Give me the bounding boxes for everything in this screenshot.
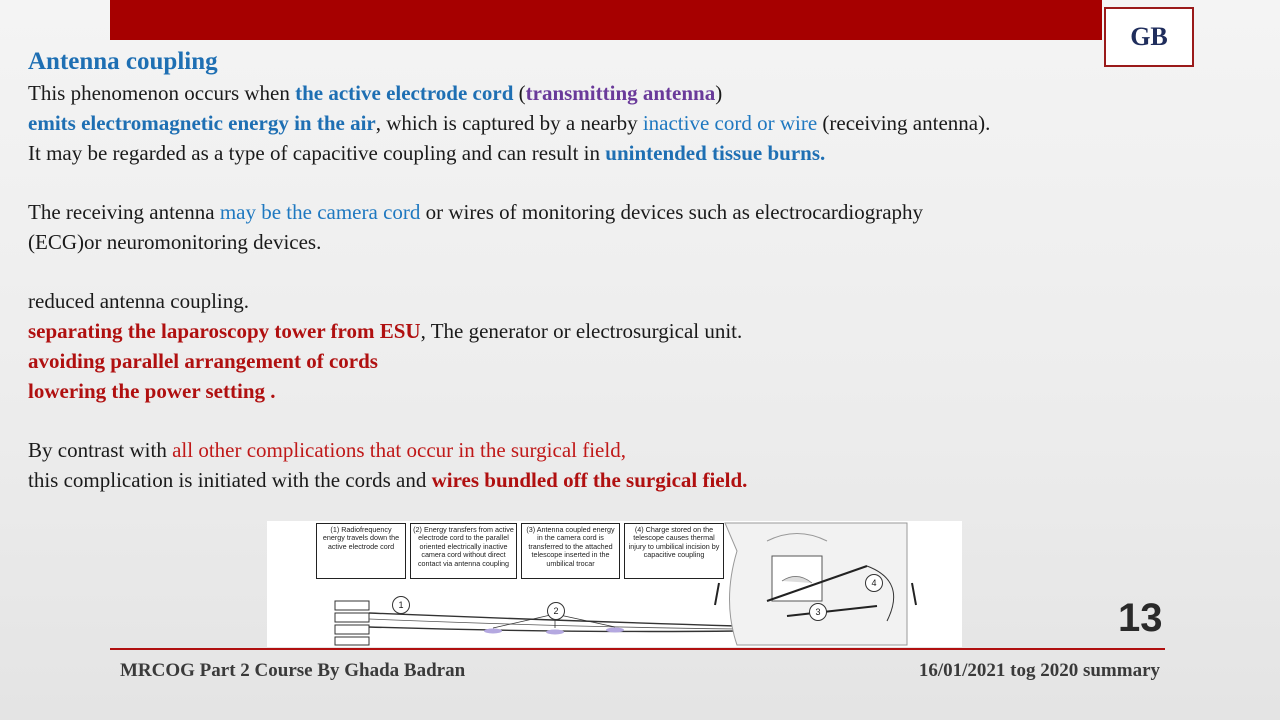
page-number: 13 xyxy=(1118,596,1163,640)
figure-step-1: (1) Radiofrequency energy travels down the active electrode cord xyxy=(316,523,406,579)
cord-illustration xyxy=(267,521,962,647)
figure-step-3: (3) Antenna coupled energy in the camera cord is transferred to the attached telescope inserted in the umbilical trocar xyxy=(521,523,620,579)
energy-blob-icon xyxy=(546,630,564,635)
text-segment: or wires of monitoring devices such as electrocardiography xyxy=(420,200,924,224)
para2-line2: (ECG)or neuromonitoring devices. xyxy=(28,230,322,254)
highlight-active-cord: the active electrode cord xyxy=(295,81,514,105)
text-segment: The receiving antenna xyxy=(28,200,220,224)
energy-blob-icon xyxy=(606,628,624,633)
text-segment: (receiving antenna). xyxy=(817,111,991,135)
text-segment: , which is captured by a nearby xyxy=(375,111,643,135)
highlight-separating: separating the laparoscopy tower from ESU xyxy=(28,319,421,343)
para1-line3 xyxy=(28,138,1208,168)
text-segment: By contrast with xyxy=(28,438,173,462)
energy-blob-icon xyxy=(484,629,502,634)
footer-divider xyxy=(110,648,1165,650)
slide-content xyxy=(28,46,1208,495)
para4-line1 xyxy=(28,435,1208,465)
prevention-heading: reduced antenna coupling. xyxy=(28,289,249,313)
highlight-emits: emits electromagnetic energy in the air xyxy=(28,111,376,135)
top-accent-bar xyxy=(110,0,1102,40)
para1-line2 xyxy=(28,108,1208,138)
footer-date: 16/01/2021 tog 2020 summary xyxy=(918,660,1160,681)
text-segment: This phenomenon occurs when xyxy=(28,81,296,105)
antenna-coupling-figure xyxy=(267,521,962,647)
marker-2-icon: 2 xyxy=(547,602,565,620)
para1-line1 xyxy=(28,78,1208,108)
prevention-item-1 xyxy=(28,316,1208,346)
text-segment: , The generator or electrosurgical unit. xyxy=(420,319,743,343)
text-segment: ) xyxy=(715,81,723,105)
highlight-transmitting-antenna: transmitting antenna xyxy=(525,81,716,105)
prevention-item-2: avoiding parallel arrangement of cords xyxy=(28,349,378,373)
text-segment: this complication is initiated with the cords and xyxy=(28,468,432,492)
gb-badge: GB xyxy=(1104,7,1194,67)
marker-4-icon: 4 xyxy=(865,574,883,592)
highlight-camera-cord: may be the camera cord xyxy=(219,200,421,224)
marker-1-icon: 1 xyxy=(392,596,410,614)
footer-course-name: MRCOG Part 2 Course By Ghada Badran xyxy=(120,660,466,681)
highlight-wires-bundled: wires bundled off the surgical field. xyxy=(431,468,748,492)
text-segment: ( xyxy=(513,81,526,105)
marker-3-icon: 3 xyxy=(809,603,827,621)
para4-line2 xyxy=(28,465,1208,495)
highlight-tissue-burns: unintended tissue burns. xyxy=(605,141,826,165)
text-segment: It may be regarded as a type of capacitive coupling and can result in xyxy=(28,141,606,165)
highlight-other-complications: all other complications that occur in the surgical field, xyxy=(172,438,626,462)
prevention-item-3: lowering the power setting . xyxy=(28,379,276,403)
highlight-inactive-cord: inactive cord or wire xyxy=(642,111,818,135)
slide-title: Antenna coupling xyxy=(28,48,218,75)
para2-line1 xyxy=(28,197,1208,227)
esu-generator-icon xyxy=(335,601,369,645)
figure-step-4: (4) Charge stored on the telescope causes thermal injury to umbilical incision by capacitive coupling xyxy=(624,523,724,579)
figure-step-2: (2) Energy transfers from active electrode cord to the parallel oriented electrically inactive camera cord without direct contact via antenna coupling xyxy=(410,523,517,579)
